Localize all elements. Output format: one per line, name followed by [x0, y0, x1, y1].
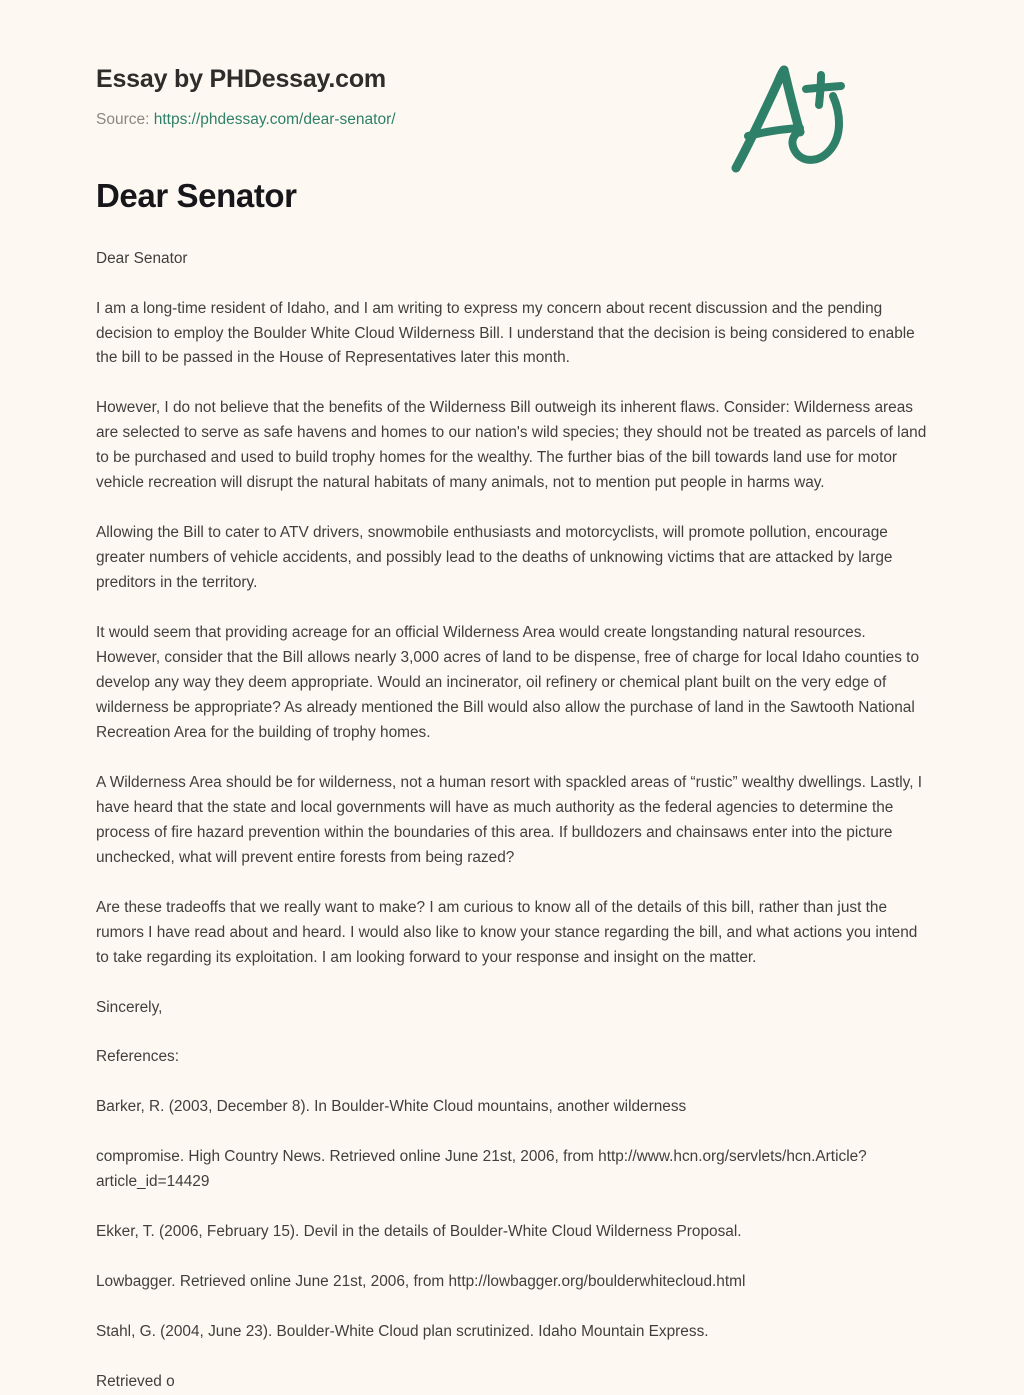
paragraph-4: It would seem that providing acreage for an official Wilderness Area would create longstanding natural resources. However, consider that the Bill allows nearly 3,000 acres of land to be dispense, free of charge for local Idaho counties to develop any way they deem appropriate. Would an incinerator, oil refinery or chemical plant built on the very edge of wilderness be appropriate? As already mentioned the Bill would also allow the purchase of land in the Sawtooth National Recreation Area for the building of trophy homes. — [96, 624, 920, 741]
paragraph-2: However, I do not believe that the benefits of the Wilderness Bill outweigh its inherent flaws. Consider: Wilderness areas are selected to serve as safe havens and homes to our nation's wild species; they should not be treated as parcels of land to be purchased and used to build trophy homes for the wealthy. The further bias of the bill towards land use for motor vehicle recreation will disrupt the natural habitats of many animals, not to mention put people in harms way. — [96, 399, 927, 492]
reference-1-line-2: compromise. High Country News. Retrieved online June 21st, 2006, from http://www.hcn.org/servlets/hcn.Article?article_id=14429 — [96, 1148, 867, 1191]
reference-3-line-1: Stahl, G. (2004, June 23). Boulder-White Cloud plan scrutinized. Idaho Mountain Express. — [96, 1323, 709, 1341]
paragraph-5: A Wilderness Area should be for wilderness, not a human resort with spackled areas of “rustic” wealthy dwellings. Lastly, I have heard that the state and local governments will have as much authority as the federal agencies to determine the process of fire hazard prevention within the boundaries of this area. If bulldozers and chainsaws enter into the picture unchecked, what will prevent entire forests from being razed? — [96, 773, 923, 866]
reference-2-line-2: Lowbagger. Retrieved online June 21st, 2006, from http://lowbagger.org/boulderwhitecloud.html — [96, 1273, 746, 1291]
page-title: Dear Senator — [96, 177, 297, 214]
paragraph-1: I am a long-time resident of Idaho, and I am writing to express my concern about recent discussion and the pending decision to employ the Boulder White Cloud Wilderness Bill. I understand that the decision is being considered to enable the bill to be passed in the House of Representatives later this month. — [96, 299, 915, 367]
source-url-link[interactable]: https://phdessay.com/dear-senator/ — [153, 111, 396, 128]
reference-3-line-2: Retrieved o — [96, 1373, 175, 1391]
paragraph-6: Are these tradeoffs that we really want to make? I am curious to know all of the details of this bill, rather than just the rumors I have read about and heard. I would also like to know your stance regarding the bill, and what actions you intend to take regarding its exploitation. I am looking forward to your response and insight on the matter. — [96, 898, 918, 966]
document-body — [96, 216, 928, 1395]
source-label: Source: — [96, 111, 150, 128]
paragraph-salutation: Dear Senator — [96, 249, 188, 267]
aplus-logo-icon — [720, 56, 850, 181]
document-header — [96, 0, 928, 128]
brand-title: Essay by PHDessay.com — [96, 65, 386, 93]
reference-2-line-1: Ekker, T. (2006, February 15). Devil in the details of Boulder-White Cloud Wilderness Proposal. — [96, 1223, 742, 1241]
paragraph-signoff: Sincerely, — [96, 998, 163, 1016]
reference-1-line-1: Barker, R. (2003, December 8). In Boulder-White Cloud mountains, another wilderness — [96, 1098, 687, 1116]
paragraph-3: Allowing the Bill to cater to ATV drivers, snowmobile enthusiasts and motorcyclists, will promote pollution, encourage greater numbers of vehicle accidents, and possibly lead to the deaths of unknowing victims that are attacked by large preditors in the territory. — [96, 524, 893, 592]
references-heading: References: — [96, 1048, 179, 1066]
